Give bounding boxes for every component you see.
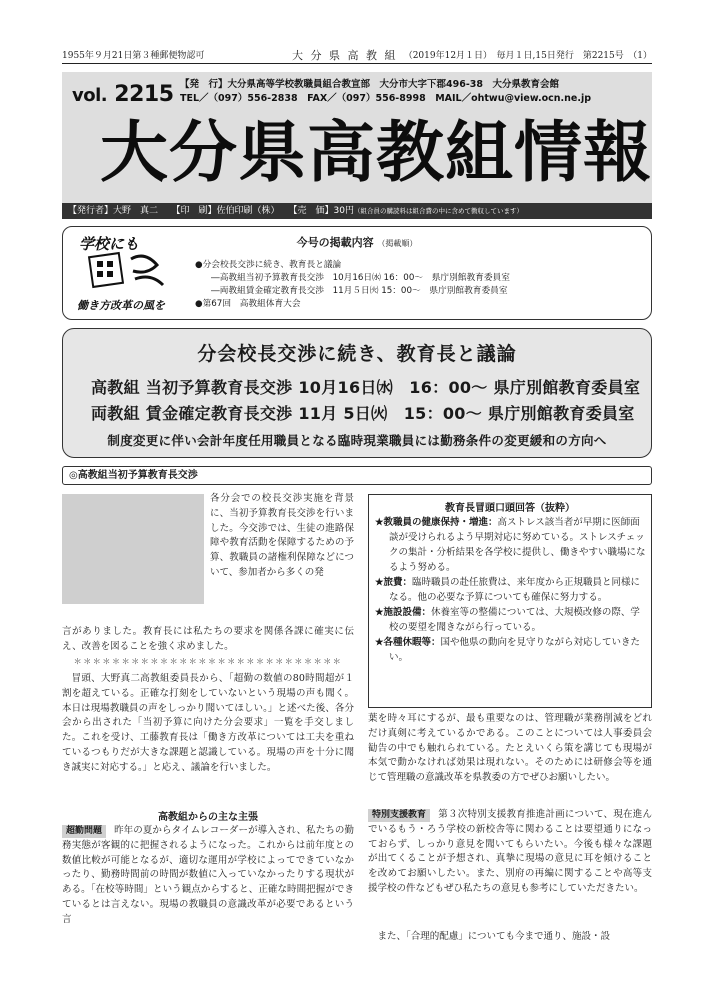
headline-line-1: 高教組 当初予算教育長交渉 10月16日㈬ 16：00～ 県庁別館教育委員室 [91,378,641,397]
headline-line-2: 両教組 賃金確定教育長交渉 11月 5日㈫ 15：00～ 県庁別館教育委員室 [91,404,635,423]
article-paragraph-1: 冒頭、大野真二高教組委員長から、「超勤の数値の80時間超が１割を超えている。正確な打刻をしていないという現場の声も聞く。本日は現場教職員の声をしっかり聞いてほしい。」と述べた後、各分会から出された「当初予算に向けた分会要求」一覧を手交しました。これを受け、工藤教育長は「働き方改革については工夫を重ねているつもりだが大きな課題と認識している。現場の声を十分に聞き誠実に対応する。」と応え、議論を行いました。 [62,673,354,773]
logo-text-top: 学校にも [79,235,140,253]
right-paragraph-3: また、「合理的配慮」についても今まで通り、施設・設 [377,931,611,942]
answer-title: 教育長冒頭口頭回答（抜粋） [445,503,575,514]
paper-org-name: 大 分 県 高 教 組 [292,49,398,62]
right-paragraph-2-body: 第３次特別支援教育推進計画について、現在進んでいるもう・ろう学校の新校舎等に関わることは要望通りになっておらず、しっかり意見を聞いてもらいたい。今後も様々な課題が出てくることが予想され、真摯に現場の意見に耳を傾けることを改めてお願いしたい。また、別府の再編に関することや高等支援学校の件などもぜひ私たちの意見も参考にしていただきたい。 [368,809,652,894]
answer-head: 施設設備： [383,607,432,618]
vol-number: 2215 [114,82,174,107]
answer-item [375,575,647,605]
contents-item: ●第67回 高教組体育大会 [195,299,301,309]
answer-body: 高ストレス該当者が早期に医師面談が受けられるよう早期対応に努めている。ストレスチェックの集計・分析結果を各学校に提供し、働きやすい職場になるよう努める。 [389,517,646,573]
headline-title: 分会校長交渉に続き、教育長と議論 [197,343,517,365]
star-icon: ★ [375,577,384,588]
publisher-bar-text: 【発行者】大野 真二 【印 刷】佐伯印刷（株） 【売 価】30円 [68,206,354,216]
logo-text-bottom: 働き方改革の風を [77,299,165,312]
contents-item: ―高教組当初予算教育長交渉 10月16日㈬ 16：00～ 県庁別館教育委員室 [211,273,510,283]
publisher-info [180,78,591,106]
answer-item [375,635,647,665]
contact-line: TEL／（097）556-2838 FAX／（097）556-8998 MAIL／ohtwu@view.ocn.ne.jp [180,93,592,104]
issue-date: （2019年12月１日） 毎月１日,15日発行 第2215号 （1） [403,51,652,61]
publisher-line: 【発 行】大分県高等学校教職員組合教宣部 大分市大字下郡496-38 大分県教育会館 [180,79,559,90]
tag-overtime: 超勤問題 [62,825,106,838]
answer-body: 休養室等の整備については、大規模改修の際、学校の要望を聞きながら行っている。 [389,607,640,633]
publisher-bar [62,203,652,219]
price-note: （組合員の購読料は組合費の中に含めて徴収しています） [353,207,523,215]
article-paragraph-2 [62,824,354,928]
contents-list [195,259,510,311]
star-icon: ★ [375,607,384,618]
masthead [62,72,652,220]
article-intro-continued: 言がありました。教育長には私たちの要求を関係各課に確実に伝え、改善を図ることを強く求めました。 [62,626,354,652]
postal-permit: 1955年９月21日第３種郵便物認可 [62,51,205,61]
headline-subtitle: 制度変更に伴い会計年度任用職員となる臨時現業職員には勤務条件の変更緩和の方向へ [107,433,607,448]
article-intro-right: 各分会での校長交渉実施を背景に、当初予算教育長交渉を行いました。今交渉では、生徒の進路保障や教育活動を保障するための予算、教職員の諸権利保障などについて、参加者から多くの発 [210,493,354,578]
article-subhead: 高教組からの主な主張 [158,812,258,823]
answer-body: 臨時職員の赴任旅費は、来年度から正規職員と同様になる。他の必要な予算についても確保に努力する。 [389,577,641,603]
contents-title-note: （掲載順） [377,239,418,248]
tag-special-support: 特別支援教育 [368,809,430,822]
answer-item [375,605,647,635]
section-title: ◎高教組当初予算教育長交渉 [62,466,652,485]
answer-head: 旅費： [383,577,413,588]
star-icon: ★ [375,637,384,648]
answer-body: 国や他県の動向を見守りながら対応していきたい。 [389,637,641,663]
contents-box [62,226,652,320]
contents-item: ●分会校長交渉に続き、教育長と議論 [195,260,342,270]
answer-list [375,515,647,665]
top-strip [62,48,652,64]
headline-box [62,328,652,458]
volume-number [72,82,174,107]
article-photo-placeholder [62,494,204,604]
paragraph-2-body: 昨年の夏からタイムレコーダーが導入され、私たちの勤務実態が客観的に把握されるようになった。これからは前年度との数値比較が可能となるが、適切な運用が学校によってできていなかったり、勤務時間前の時間が数値に入っていなかったりする現状がある。「在校等時間」という観点からすると、正確な時間把握ができているとは言えない。現場の教職員の意識改革が必要であるという言 [62,825,354,925]
newsletter-title: 大分県高教組情報 [100,114,653,191]
star-icon: ★ [375,517,384,528]
contents-title [63,234,651,250]
answer-box [368,494,652,708]
contents-title-text: 今号の掲載内容 [296,236,374,249]
star-divider: ＊＊＊＊＊＊＊＊＊＊＊＊＊＊＊＊＊＊＊＊＊＊＊＊＊＊＊＊ [73,657,343,666]
right-paragraph-2 [368,808,652,897]
answer-head: 各種休暇等： [383,637,441,648]
answer-item [375,515,647,575]
answer-head: 教職員の健康保持・増進： [383,517,498,528]
contents-item: ―両教組賃金確定教育長交渉 11月５日㈫ 15：00～ 県庁別館教育委員室 [211,286,508,296]
vol-label: vol. [72,85,108,106]
right-paragraph-1: 葉を時々耳にするが、最も重要なのは、管理職が業務削減をどれだけ真剣に考えているかである。このことについては人事委員会勧告の中でも触れられている。たとえいくら策を講じても現場が本気で動かなければ効果は現れない。そのためには研修会等を通じて管理職の意識改革を県教委の方でぜひお願いしたい。 [368,713,652,784]
